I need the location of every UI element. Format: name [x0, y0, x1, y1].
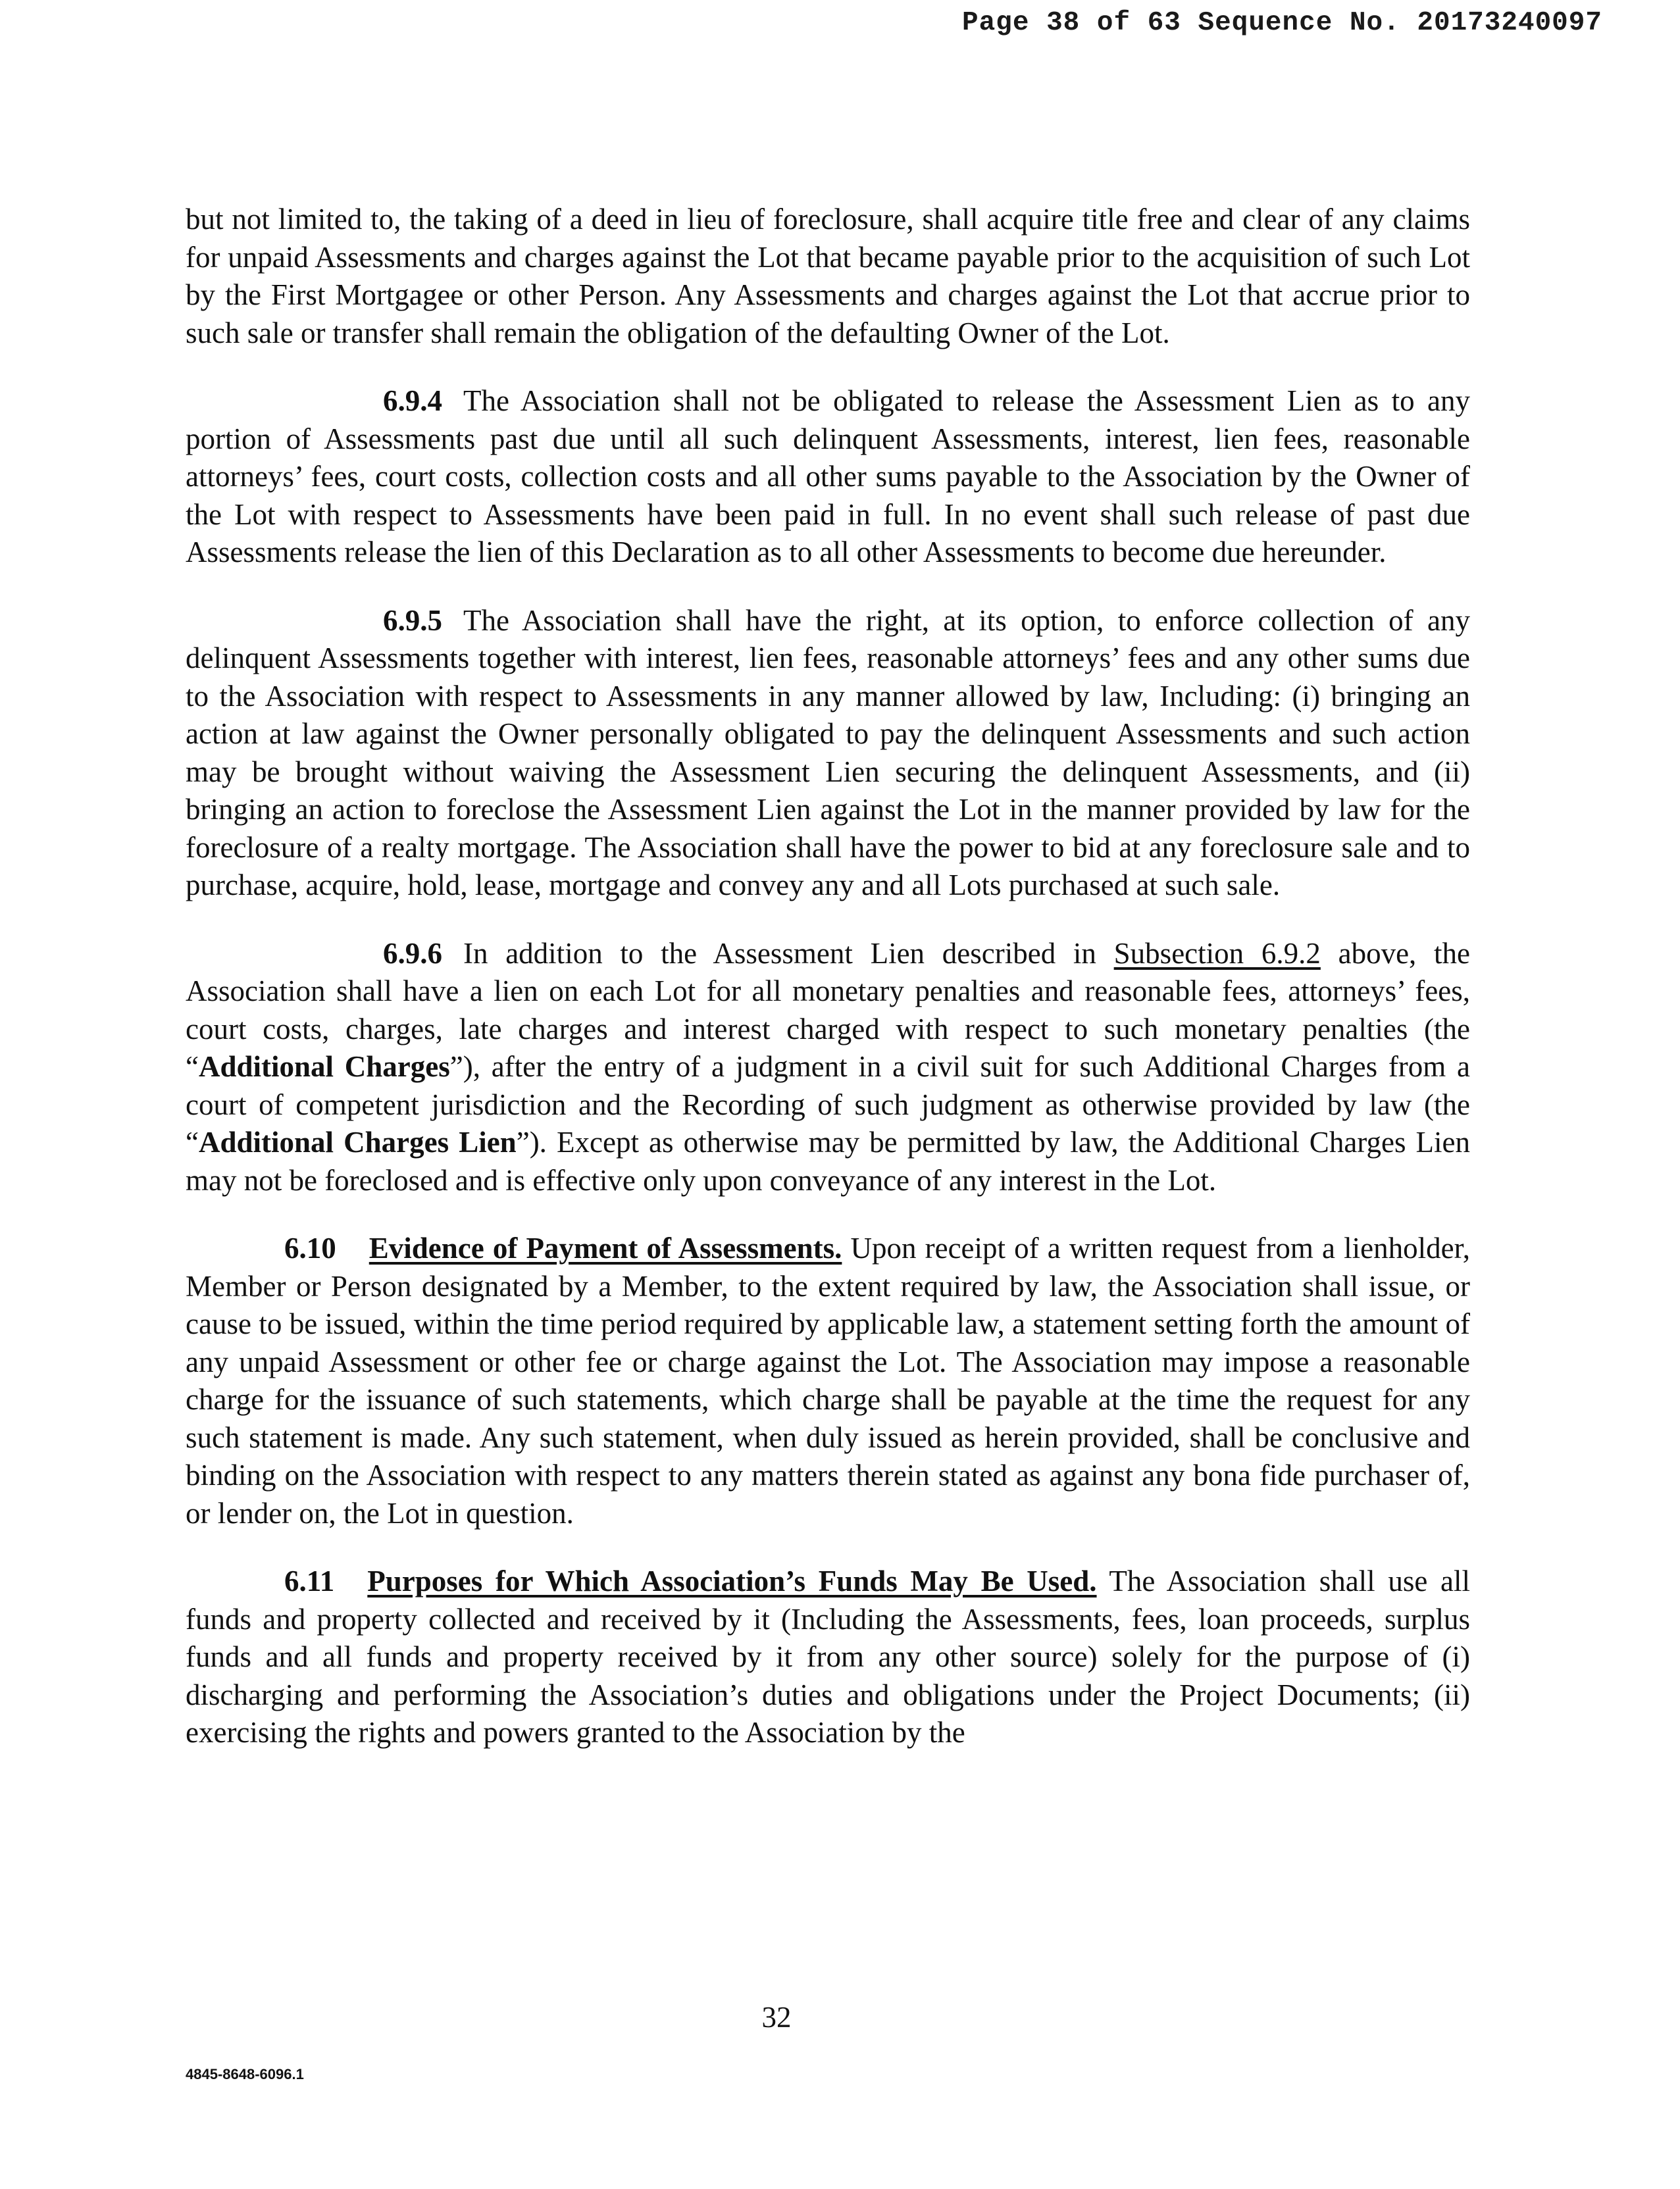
- section-number: 6.10: [284, 1232, 336, 1265]
- paragraph-text: ”). Except as otherwise may be permitted by law, the Additional Charges Lien may not be foreclosed and is effective only upon conveyance of any interest in the Lot.: [186, 1126, 1470, 1197]
- paragraph-text: The Association shall have the right, at its option, to enforce collection of any delinquent Assessments together with interest, lien fees, reasonable attorneys’ fees and any other sums due to the Association with respect to Assessments in any manner allowed by law, Including: (i) bringing an action at law against the Owner personally obligated to pay the delinquent Assessments and such action may be brought without waiving the Assessment Lien securing the delinquent Assessments, and (ii) bringing an action to foreclose the Assessment Lien against the Lot in the manner provided by law for the foreclosure of a realty mortgage. The Association shall have the power to bid at any foreclosure sale and to purchase, acquire, hold, lease, mortgage and convey any and all Lots purchased at such sale.: [186, 603, 1470, 901]
- section-heading: Purposes for Which Association’s Funds May Be Used.: [367, 1565, 1097, 1598]
- section-heading: Evidence of Payment of Assessments.: [369, 1232, 842, 1265]
- defined-term-additional-charges: Additional Charges: [198, 1050, 450, 1083]
- paragraph-text: Upon receipt of a written request from a lienholder, Member or Person designated by a Member, to the extent required by law, the Association shall issue, or cause to be issued, within the time period required by applicable law, a statement setting forth the amount of any unpaid Assessment or other fee or charge against the Lot. The Association may impose a reasonable charge for the issuance of such statements, which charge shall be payable at the time the request for any such statement is made. Any such statement, when duly issued as herein provided, shall be conclusive and binding on the Association with respect to any matters therein stated as against any bona fide purchaser of, or lender on, the Lot in question.: [186, 1232, 1471, 1530]
- section-number: 6.9.4: [383, 384, 442, 417]
- paragraph-text: above, the Association shall have a lien on each Lot for all monetary penalties and reasonable fees, attorneys’ fees, court costs, charges, late charges and interest charged with respect to such monetary penalties (the “: [186, 936, 1470, 1083]
- section-6-10: [186, 1230, 1470, 1532]
- section-number: 6.9.5: [383, 603, 442, 637]
- paragraph-text: In addition to the Assessment Lien described in: [463, 936, 1114, 970]
- section-6-11: [186, 1563, 1470, 1752]
- document-id: 4845-8648-6096.1: [186, 2066, 304, 2082]
- paragraph-text: The Association shall use all funds and property collected and received by it (Including the Assessments, fees, loan proceeds, surplus funds and all funds and property received by it from any other source) solely for the purpose of (i) discharging and performing the Association’s duties and obligations under the Project Documents; (ii) exercising the rights and powers granted to the Association by the: [186, 1565, 1470, 1749]
- paragraph-text: ”), after the entry of a judgment in a civil suit for such Additional Charges from a court of competent jurisdiction and the Recording of such judgment as otherwise provided by law (the “: [186, 1050, 1470, 1159]
- subsection-reference: Subsection 6.9.2: [1113, 936, 1321, 970]
- paragraph-6-9-4: [186, 382, 1470, 572]
- section-number: 6.11: [284, 1565, 335, 1598]
- page-number: 32: [761, 2001, 792, 2034]
- section-number: 6.9.6: [383, 936, 442, 970]
- page-sequence-header: Page 38 of 63 Sequence No. 20173240097: [962, 8, 1602, 38]
- paragraph-text: The Association shall not be obligated to release the Assessment Lien as to any portion of Assessments past due until all such delinquent Assessments, interest, lien fees, reasonable attorneys’ fees, court costs, collection costs and all other sums payable to the Association by the Owner of the Lot with respect to Assessments have been paid in full. In no event shall such release of past due Assessments release the lien of this Declaration as to all other Assessments to become due hereunder.: [186, 384, 1470, 568]
- document-body: [186, 201, 1470, 1782]
- paragraph-6-9-5: [186, 602, 1470, 905]
- defined-term-additional-charges-lien: Additional Charges Lien: [198, 1126, 517, 1159]
- paragraph-6-9-6: [186, 935, 1470, 1200]
- paragraph-continuation: but not limited to, the taking of a deed in lieu of foreclosure, shall acquire title free and clear of any claims for unpaid Assessments and charges against the Lot that became payable prior to the acquisition of such Lot by the First Mortgagee or other Person. Any Assessments and charges against the Lot that accrue prior to such sale or transfer shall remain the obligation of the defaulting Owner of the Lot.: [186, 203, 1470, 349]
